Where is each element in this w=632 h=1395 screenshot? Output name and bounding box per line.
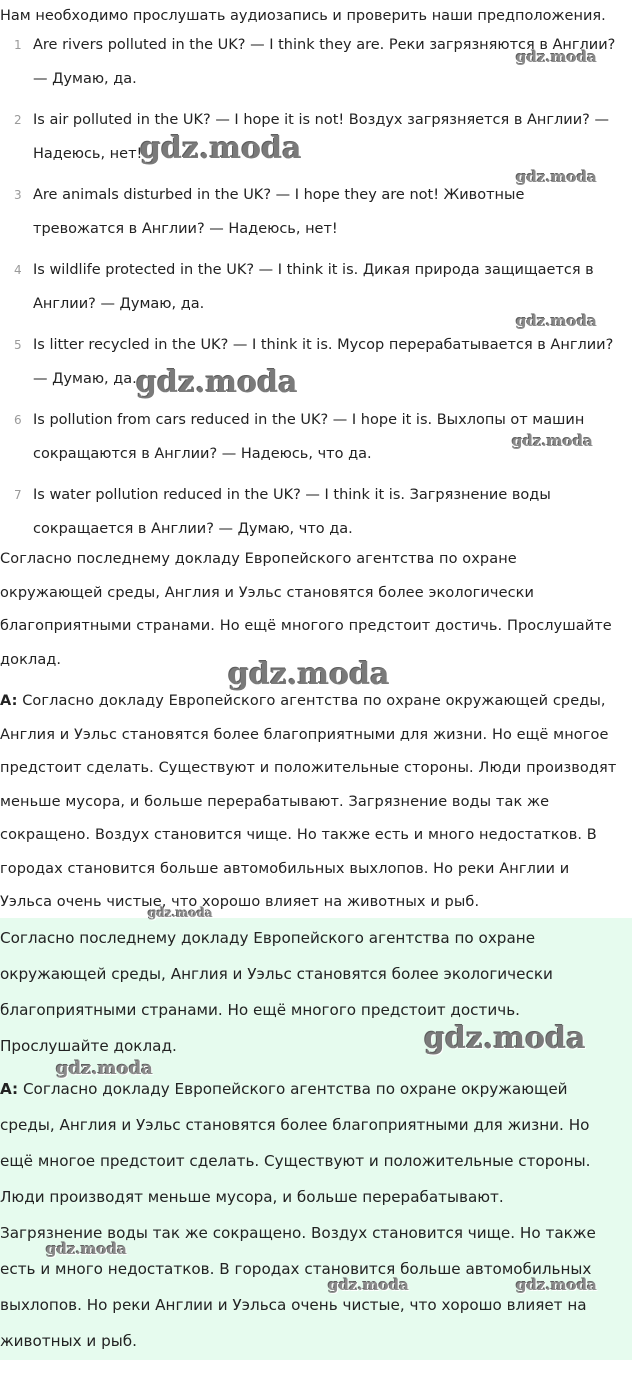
- watermark-logo: gdz.moda: [56, 1058, 153, 1079]
- paragraph-line: Согласно последнему докладу Европейского агентства по охране: [0, 551, 517, 567]
- answer-label: A:: [0, 1080, 19, 1098]
- watermark-logo: gdz.moda: [148, 906, 213, 920]
- paragraph-line: окружающей среды, Англия и Уэльс становятся более экологически: [0, 965, 553, 983]
- highlighted-answer-paragraph: [0, 1071, 624, 1359]
- qa-line: Is pollution from cars reduced in the UK? — I hope it is. Выхлопы от машин: [33, 412, 585, 428]
- qa-number: 6: [14, 413, 22, 427]
- paragraph-line: предстоит сделать. Существуют и положительные стороны. Люди производят: [0, 760, 617, 776]
- paragraph-line: животных и рыб.: [0, 1332, 137, 1350]
- watermark-logo: gdz.moda: [516, 312, 597, 330]
- watermark-logo: gdz.moda: [140, 131, 302, 166]
- paragraph-line: Прослушайте доклад.: [0, 1037, 177, 1055]
- watermark-logo: gdz.moda: [512, 432, 593, 450]
- qa-line: Are rivers polluted in the UK? — I think they are. Реки загрязняются в Англии?: [33, 37, 616, 53]
- qa-number: 5: [14, 338, 22, 352]
- paragraph-line: окружающей среды, Англия и Уэльс становятся более экологически: [0, 584, 535, 601]
- paragraph-line: благоприятными странами. Но ещё многого предстоит достичь.: [0, 1001, 520, 1019]
- qa-item-5: [0, 328, 632, 403]
- qa-line: сокращается в Англии? — Думаю, что да.: [33, 521, 353, 537]
- qa-line: тревожатся в Англии? — Надеюсь, нет!: [33, 221, 338, 237]
- watermark-logo: gdz.moda: [516, 1276, 597, 1294]
- qa-number: 2: [14, 113, 22, 127]
- qa-line: Is wildlife protected in the UK? — I think it is. Дикая природа защищается в: [33, 262, 594, 278]
- watermark-logo: gdz.moda: [328, 1276, 409, 1294]
- paragraph-line: Англия и Уэльс становятся более благоприятными для жизни. Но ещё многое: [0, 726, 609, 743]
- qa-line: Is water pollution reduced in the UK? — I think it is. Загрязнение воды: [33, 487, 551, 503]
- watermark-logo: gdz.moda: [516, 168, 597, 186]
- qa-line: Are animals disturbed in the UK? — I hope they are not! Животные: [33, 187, 525, 203]
- answer-paragraph: [0, 685, 624, 920]
- paragraph-line: ещё многое предстоит сделать. Существуют и положительные стороны.: [0, 1152, 591, 1170]
- answer-first-line: Согласно докладу Европейского агентства по охране окружающей среды,: [17, 693, 606, 709]
- paragraph-line: есть и много недостатков. В городах становится больше автомобильных: [0, 1260, 592, 1278]
- qa-item-2: [0, 103, 632, 178]
- qa-number: 7: [14, 488, 22, 502]
- qa-list: [0, 28, 632, 553]
- watermark-logo: gdz.moda: [136, 365, 298, 400]
- qa-line: Англии? — Думаю, да.: [33, 296, 205, 312]
- watermark-logo: gdz.moda: [516, 48, 597, 66]
- qa-line: Is litter recycled in the UK? — I think it is. Мусор перерабатывается в Англии?: [33, 337, 614, 353]
- qa-line: — Думаю, да.: [33, 371, 137, 387]
- qa-line: Is air polluted in the UK? — I hope it is not! Воздух загрязняется в Англии? —: [33, 112, 609, 128]
- paragraph-line: доклад.: [0, 651, 62, 668]
- qa-item-7: [0, 478, 632, 553]
- watermark-logo: gdz.moda: [46, 1240, 127, 1258]
- qa-item-3: [0, 178, 632, 253]
- watermark-logo: gdz.moda: [424, 1021, 586, 1056]
- qa-number: 3: [14, 188, 22, 202]
- paragraph-line: меньше мусора, и больше перерабатывают. Загрязнение воды так же: [0, 793, 550, 810]
- paragraph-line: выхлопов. Но реки Англии и Уэльса очень чистые, что хорошо влияет на: [0, 1296, 587, 1314]
- intro-text: Нам необходимо прослушать аудиозапись и проверить наши предположения.: [0, 8, 606, 24]
- paragraph-line: Люди производят меньше мусора, и больше перерабатывают.: [0, 1188, 504, 1206]
- answer-first-line: Согласно докладу Европейского агентства по охране окружающей: [18, 1080, 568, 1098]
- qa-line: Надеюсь, нет!: [33, 146, 143, 162]
- qa-number: 4: [14, 263, 22, 277]
- paragraph-line: Загрязнение воды так же сокращено. Воздух становится чище. Но также: [0, 1224, 596, 1242]
- answer-label: A:: [0, 693, 18, 709]
- qa-line: — Думаю, да.: [33, 71, 137, 87]
- qa-number: 1: [14, 38, 22, 52]
- qa-line: сокращаются в Англии? — Надеюсь, что да.: [33, 446, 372, 462]
- paragraph-line: благоприятными странами. Но ещё многого предстоит достичь. Прослушайте: [0, 618, 612, 634]
- watermark-logo: gdz.moda: [228, 657, 390, 692]
- paragraph-line: городах становится больше автомобильных выхлопов. Но реки Англии и: [0, 860, 570, 877]
- paragraph-line: сокращено. Воздух становится чище. Но также есть и много недостатков. В: [0, 827, 597, 843]
- paragraph-line: Уэльса очень чистые, что хорошо влияет на животных и рыб.: [0, 894, 480, 910]
- paragraph-line: среды, Англия и Уэльс становятся более благоприятными для жизни. Но: [0, 1116, 590, 1134]
- paragraph-line: Согласно последнему докладу Европейского агентства по охране: [0, 929, 536, 947]
